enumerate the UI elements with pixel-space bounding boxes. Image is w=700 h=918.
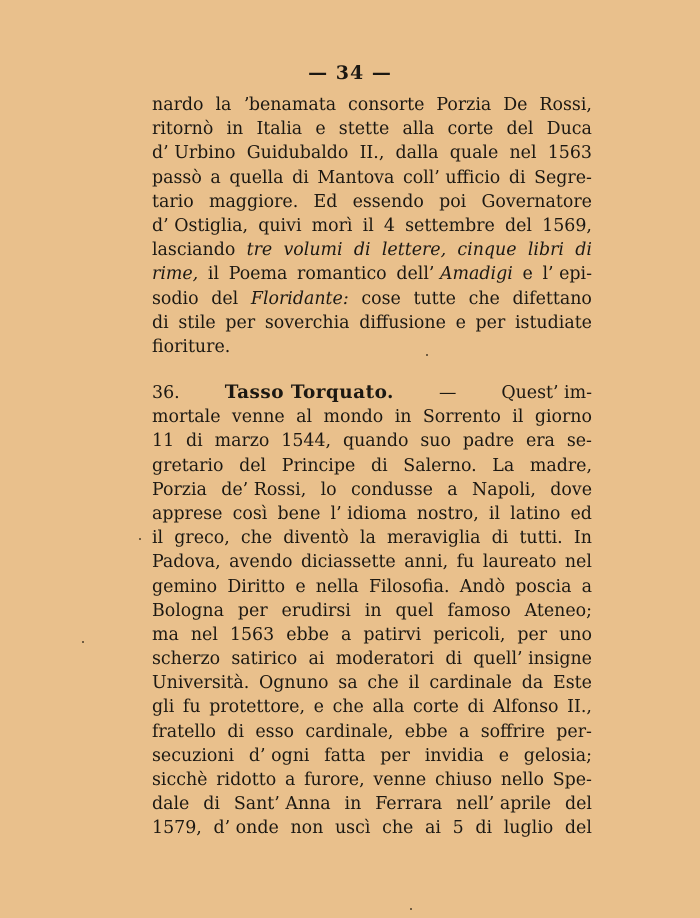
text-line [152,792,592,816]
word: a [210,167,221,188]
word: del [564,794,592,815]
word: e [315,119,326,140]
word: chiuso [434,770,493,790]
word: ʼbenamata [243,95,337,115]
word: che [367,673,399,694]
word: protettore, [209,697,305,718]
word: secuzioni [152,745,235,766]
word: venne [373,770,427,790]
text-line [152,671,592,695]
text-line [152,311,592,335]
word: di [575,240,592,261]
word: che [382,818,414,839]
word: istudiate [514,312,592,333]
print-speck [426,354,428,356]
word: ebbe [286,624,330,645]
word: nel [190,624,218,645]
word: il [152,528,164,549]
word: poscia [515,576,572,597]
word: cardinale [429,673,512,694]
word: uno [559,624,592,645]
word: Poema [228,264,288,285]
text-line [152,502,592,526]
word: dove [550,479,592,500]
word: dalla [395,143,439,164]
word: sa [338,673,358,694]
word: Bologna [152,600,224,621]
word: fioriture. [152,336,231,357]
word: libri [527,240,564,261]
word: Ognuno [259,673,329,694]
word: furore, [304,770,365,790]
word: alla [402,119,435,140]
word: in [226,119,244,140]
word: Principe [281,455,356,476]
word: del [239,455,267,476]
word: di [353,240,371,261]
word: lettere, [381,240,447,261]
word: per [225,312,256,333]
word: patirvi [363,624,422,645]
word: di [292,167,309,188]
text-line [152,695,592,719]
word: La [492,455,515,476]
word: Andò [459,576,506,597]
word: scherzo [152,649,221,670]
word: ai [425,818,441,839]
word: cardinale, [305,721,394,742]
word: Rossi, [539,95,592,115]
word: che [468,288,500,309]
word: del [504,215,532,236]
word: meraviglia [386,528,481,549]
word: l’ epi- [542,264,592,285]
word: in [394,407,412,428]
word: quivi [258,215,302,236]
text-line [152,647,592,671]
word: 1579, [152,818,202,839]
word: quella [229,167,284,188]
word: d’ Ostiglia, [152,215,249,236]
word: ebbe [404,721,448,742]
word: poi [439,191,467,212]
text-line [152,768,592,792]
word: in [364,600,382,621]
word: mortale [152,407,221,428]
word: 1563 [547,143,592,164]
word: satirico [231,649,298,670]
word: l’ idioma [330,503,407,524]
word: pericoli, [433,624,506,645]
text-line [152,550,592,574]
word: 1569, [542,215,592,236]
word: esso [255,721,295,742]
word: al [296,407,313,428]
word: Diritto [227,576,286,597]
text-line [152,262,592,286]
word: 4 [383,215,395,236]
word: fu [182,697,201,718]
word: Floridante: [250,288,349,309]
word: mondo [323,407,384,428]
text-line [152,335,592,359]
word: romantico [297,264,387,285]
word: II., [567,697,592,718]
word: avendo [229,552,293,573]
word: nello [500,770,544,790]
word: Sorrento [422,407,501,428]
word: moderatori [335,649,435,670]
word: di [370,455,388,476]
word: la [359,528,376,549]
word: giorno [534,407,592,428]
word: a [341,624,352,645]
word: la [215,95,232,115]
word: ai [308,649,325,670]
word: il [488,503,501,524]
word: d’ ogni [248,745,310,766]
word: di [508,167,526,188]
word: nella [315,576,359,597]
word: fratello [152,721,216,742]
word: laureato [482,552,557,573]
word: tario [152,191,194,212]
word: ritornò [152,119,214,140]
word: in [344,794,362,815]
word: che [240,528,273,549]
word: sodio [152,288,199,309]
text-line [152,623,592,647]
word: e [498,745,510,766]
word: dell’ Amadigi [396,264,513,285]
entry-title: Tasso Torquato. [224,382,394,403]
word: e [295,576,306,597]
entry-36-tasso-torquato [152,381,592,841]
word: sicchè [152,770,208,790]
word: diciassette [300,552,396,573]
word: Spe- [552,770,592,790]
word: Napoli, [472,479,536,500]
entry-first-word: Quest’ im- [501,383,592,403]
word: venne [231,407,285,428]
page-number: — 34 — [308,62,392,84]
word: a [284,770,296,790]
word: Duca [546,119,592,140]
word: stette [338,119,390,140]
word: gretario [152,455,224,476]
word: nell’ aprile [456,794,552,815]
text-line [152,190,592,214]
word: Segre- [534,167,592,188]
word: a [447,479,458,500]
word: tutti. [519,528,563,549]
word: maggiore. [208,191,299,212]
word: nostro, [416,503,479,524]
word: Università. [152,673,250,694]
word: 11 [152,431,175,452]
text-line [152,599,592,623]
word: alla [372,697,405,718]
print-speck [410,908,412,910]
entry-heading-line [152,381,592,405]
word: madre, [529,455,592,476]
word: a [458,721,470,742]
word: quando [342,431,409,452]
word: ed [570,503,592,524]
word: era [525,431,555,452]
text-line [152,816,592,840]
word: fatta [324,745,366,766]
word: soffrire [480,721,545,742]
entry-body [152,405,592,840]
word: II., [359,143,385,164]
word: dale [152,794,190,815]
word: di [227,721,245,742]
word: 5 [452,818,464,839]
word: diventò [283,528,349,549]
word: Ferrara [375,794,443,815]
word: il [362,215,374,236]
word: di [203,794,220,815]
word: il [207,264,220,285]
word: difettano [512,288,592,309]
text-line [152,214,592,238]
text-line [152,141,592,165]
word: volumi [283,240,343,261]
word: Mantova [317,167,395,188]
word: per [380,745,410,766]
word: così [232,503,268,524]
word: di [467,697,485,718]
word: condusse [351,479,433,500]
word: consorte [348,95,425,115]
word: bene [277,503,321,524]
word: Padova, [152,552,221,573]
entry-dash: — [438,383,457,403]
word: di [186,431,203,452]
word: settembre [405,215,495,236]
word: passò [152,167,202,188]
word: di [152,312,169,333]
word: invidia [424,745,484,766]
word: cose [361,288,401,309]
text-line [152,117,592,141]
word: fu [456,552,475,573]
word: essendo [352,191,424,212]
word: Ateneo; [524,600,592,621]
word: che [332,697,364,718]
paragraph-continuation [152,93,592,359]
word: d’ onde [213,818,279,839]
word: suo [420,431,451,452]
word: corte [413,697,459,718]
word: soverchia [264,312,350,333]
word: e [522,264,533,285]
word: ridotto [216,770,277,790]
text-line [152,526,592,550]
word: 1563 [229,624,275,645]
word: Salerno. [403,455,477,476]
word: Governatore [481,191,592,212]
word: d’ Urbino [152,143,236,164]
word: del [506,119,534,140]
word: nardo [152,95,204,115]
text-line [152,429,592,453]
word: corte [447,119,494,140]
word: In [573,528,592,549]
text-line [152,238,592,262]
text-line [152,166,592,190]
word: morì [311,215,353,236]
word: di [491,528,509,549]
word: Filosofia. [368,576,450,597]
word: diffusione [359,312,446,333]
word: a [581,576,592,597]
text-line [152,720,592,744]
word: il [512,407,524,428]
entry-number: 36. [152,383,180,403]
print-speck [82,641,84,643]
word: gli [152,697,175,718]
word: luglio [503,818,554,839]
word: cinque [457,240,517,261]
word: ma [152,624,179,645]
word: 1544, [281,431,332,452]
word: del [564,818,592,839]
text-line [152,744,592,768]
word: per [237,600,268,621]
word: quell’ insigne [473,649,592,670]
word: gemino [152,576,218,597]
word: famoso [447,600,511,621]
word: Ed [313,191,338,212]
word: rime, [152,264,199,285]
word: di [445,649,463,670]
word: lo [320,479,337,500]
word: e [313,697,324,718]
text-line [152,93,592,117]
word: stile [178,312,216,333]
word: Alfonso [492,697,559,718]
word: di [475,818,493,839]
word: da [521,673,544,694]
word: de’ Rossi, [221,479,307,500]
word: Italia [256,119,303,140]
word: Sant’ Anna [233,794,331,815]
word: gelosia; [523,745,592,766]
word: tre [246,240,273,261]
word: quel [395,600,434,621]
word: latino [510,503,561,524]
word: greco, [174,528,230,549]
word: apprese [152,503,223,524]
word: per [517,624,548,645]
word: tutte [413,288,456,309]
word: del [211,288,239,309]
word: lasciando [152,240,236,261]
word: Este [553,673,592,694]
word: e [455,312,466,333]
word: Porzia [436,95,492,115]
word: anni, [404,552,449,573]
word: erudirsi [281,600,351,621]
word: padre [462,431,515,452]
text-line [152,405,592,429]
text-line [152,478,592,502]
word: De [503,95,528,115]
word: marzo [214,431,270,452]
word: Guidubaldo [246,143,349,164]
print-speck [139,538,141,540]
word: quale [449,143,499,164]
word: se- [566,431,592,452]
word: per [475,312,506,333]
word: nel [564,552,592,573]
text-line [152,575,592,599]
word: per- [556,721,592,742]
word: il [408,673,420,694]
word: uscì [334,818,371,839]
text-line [152,287,592,311]
word: coll’ ufficio [402,167,501,188]
word: non [290,818,324,839]
word: nel [509,143,537,164]
text-line [152,454,592,478]
word: Porzia [152,479,207,500]
